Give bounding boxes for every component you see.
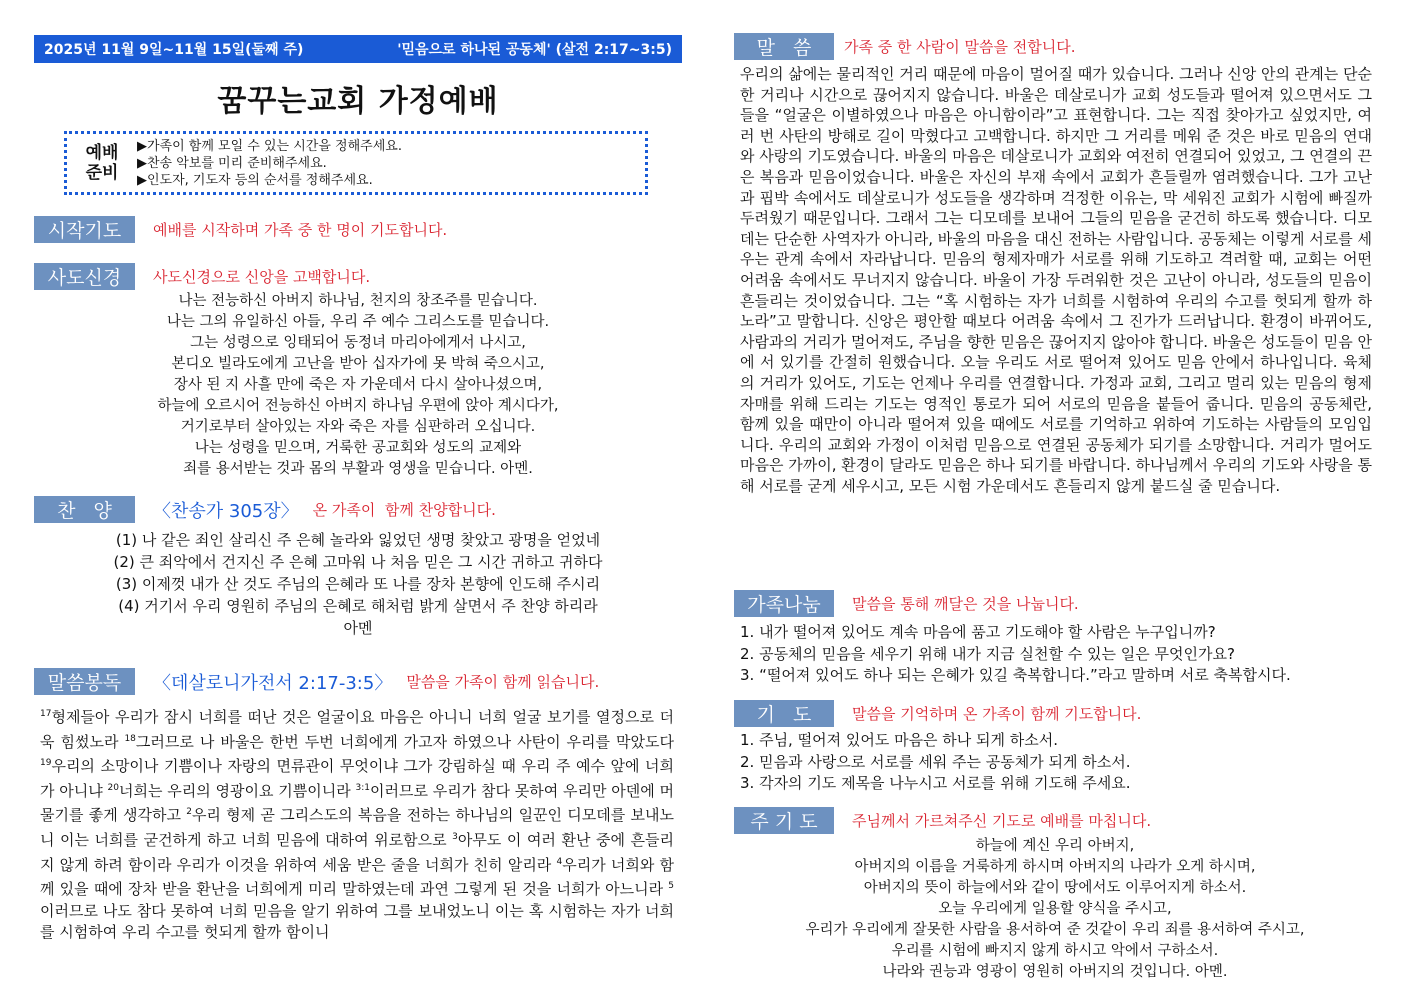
prep-list: [137, 138, 402, 189]
section-sharing: [734, 590, 1079, 617]
section-lords-prayer: [734, 807, 1151, 834]
section-hymn: [34, 496, 496, 523]
section-desc: 예배를 시작하며 가족 중 한 명이 기도합니다.: [153, 221, 448, 239]
section-desc: 말씀을 통해 깨달은 것을 나눕니다.: [852, 595, 1079, 613]
section-desc: 사도신경으로 신앙을 고백합니다.: [153, 268, 371, 286]
section-badge: 사도신경: [34, 263, 135, 290]
page-title: 꿈꾸는교회 가정예배: [217, 84, 499, 119]
prayer-items: [740, 730, 1372, 795]
list-item: 1. 내가 떨어져 있어도 계속 마음에 품고 기도해야 할 사람은 누구입니까?: [740, 623, 1216, 641]
worship-prep-box: [64, 131, 648, 195]
scripture-text: $^{17}$형제들아 우리가 잠시 너희를 떠난 것은 얼굴이요 마음은 아니니 너희 얼굴 보기를 열정으로 더욱 힘썼노라 $^{18}$그러므로 나 바울은 한번 두번 너희에게 가고자 하였으나 사탄이 우리를 막았도다 $^{19}$우리의 소망이나 기쁨이나 자랑의 면류관이 무엇이냐 그가 강림하실 때 우리 주 예수 앞에 너희가 아니냐 $^{20}$너희는 우리의 영광이요 기쁨이니라 $^{3:1}$이러므로 우리가 참다 못하여 우리만 아덴에 머물기를 좋게 생각하고 $^2$우리 형제 곧 그리스도의 복음을 전하는 하나님의 일꾼인 디모데를 보내노니 이는 너희를 굳건하게 하고 너희 믿음에 대하여 위로함으로 $^3$아무도 이 여러 환난 중에 흔들리지 않게 하려 함이라 우리가 이것을 위하여 세움 받은 줄을 너희가 친히 알리라 $^4$우리가 너희와 함께 있을 때에 장차 받을 환난을 너희에게 미리 말하였는데 과연 그렇게 된 것을 너희가 아느니라 $^5$이러므로 나도 참다 못하여 너희 믿음을 알기 위하여 그를 보내었노니 이는 혹 시험하는 자가 너희를 시험하여 우리 수고를 헛되게 할까 함이니: [40, 708, 675, 942]
section-badge: 말씀봉독: [34, 668, 135, 695]
weekly-theme: '믿음으로 하나된 공동체' (살전 2:17~3:5): [397, 42, 672, 58]
section-desc: 온 가족이 함께 찬양합니다.: [312, 501, 496, 519]
reading-reference: 〈데살로니가전서 2:17-3:5〉: [153, 672, 393, 694]
lords-prayer-text: 하늘에 계신 우리 아버지, 아버지의 이름을 거룩하게 하시며 아버지의 나라가 오게 하시며, 아버지의 뜻이 하늘에서와 같이 땅에서도 이루어지게 하소서. 오늘 우리에게 일용할 양식을 주시고, 우리가 우리에게 잘못한 사람을 용서하여 준 것같이 우리 죄를 용서하여 주시고, 우리를 시험에 빠지지 않게 하시고 악에서 구하소서. 나라와 권능과 영광이 영원히 아버지의 것입니다. 아멘.: [805, 838, 1305, 980]
prep-item: ▶인도자, 기도자 등의 순서를 정해주세요.: [137, 172, 373, 188]
hymn-reference: 〈찬송가 305장〉: [153, 500, 299, 522]
list-item: 1. 주님, 떨어져 있어도 마음은 하나 되게 하소서.: [740, 731, 1059, 749]
list-item: 3. “떨어져 있어도 하나 되는 은혜가 있길 축복합니다.”라고 말하며 서로 축복합시다.: [740, 666, 1291, 685]
sermon-text: 우리의 삶에는 물리적인 거리 때문에 마음이 멀어질 때가 있습니다. 그러나 신앙 안의 관계는 단순한 거리나 시간으로 끊어지지 않습니다. 바울은 데살로니가 교회 성도들과 떨어져 있으면서도 그들을 “얼굴은 이별하였으나 마음은 아니함이라”고 표현합니다. 그는 직접 찾아가고 싶었지만, 여러 번 사탄의 방해로 길이 막혔다고 고백합니다. 하지만 그 거리를 메워 준 것은 바로 믿음의 연대와 사랑의 기도였습니다. 바울의 마음은 데살로니가 교회와 여전히 연결되어 있었고, 그 연결의 끈은 복음과 믿음이었습니다. 바울은 자신의 부재 속에서 교회가 흔들릴까 염려했습니다. 그가 고난과 핍박 속에서도 데살로니가 성도들을 생각하며 걱정한 이유는, 막 세워진 교회가 시험에 빠질까 두려웠기 때문입니다. 그래서 그는 디모데를 보내어 그들의 믿음을 굳건히 하도록 했습니다. 디모데는 단순한 사역자가 아니라, 바울의 마음을 대신 전하는 사람입니다. 공동체는 이렇게 서로를 세우는 관계 속에서 자라납니다. 믿음의 형제자매가 서로를 위해 기도하고 격려할 때, 교회는 어떤 어려움 속에서도 무너지지 않습니다. 바울이 가장 두려워한 것은 고난이 아니라, 성도들의 믿음이 흔들리는 것이었습니다. 그는 “혹 시험하는 자가 너희를 시험하여 우리의 수고를 헛되게 할까 하노라”고 말합니다. 신앙은 평안할 때보다 어려움 속에서 그 진가가 드러납니다. 환경이 바뀌어도, 사람과의 거리가 멀어져도, 주님을 향한 믿음은 끊어지지 않아야 합니다. 바울은 성도들이 믿음 안에 서 있기를 간절히 원했습니다. 오늘 우리도 서로 떨어져 있어도 믿음 안에서 하나입니다. 육체의 거리가 있어도, 기도는 언제나 우리를 연결합니다. 가정과 교회, 그리고 멀리 있는 믿음의 형제자매를 위해 드리는 기도는 영적인 통로가 되어 서로의 믿음을 붙들어 줍니다. 믿음의 공동체란, 함께 있을 때만이 아니라 떨어져 있을 때에도 서로를 기억하고 위하여 기도하는 사람들의 모임입니다. 우리의 교회와 가정이 이처럼 믿음으로 연결된 공동체가 되기를 소망합니다. 거리가 멀어도 마음은 가까이, 환경이 달라도 믿음은 하나 되기를 바랍니다. 하나님께서 우리의 기도와 사랑을 통해 서로를 굳게 세우시고, 모든 시험 가운데서도 흔들리지 않게 붙드실 줄 믿습니다.: [740, 65, 1372, 495]
sharing-questions: [740, 622, 1372, 687]
section-creed: [34, 263, 370, 290]
date-bar: [34, 35, 682, 63]
prep-item: ▶가족이 함께 모일 수 있는 시간을 정해주세요.: [137, 138, 402, 154]
section-opening-prayer: [34, 216, 447, 243]
section-desc: 가족 중 한 사람이 말씀을 전합니다.: [844, 38, 1076, 56]
date-range: 2025년 11월 9일~11월 15일(둘째 주): [44, 42, 304, 58]
section-badge: 가족나눔: [734, 590, 834, 617]
section-badge: 찬 양: [34, 496, 135, 523]
section-desc: 말씀을 가족이 함께 읽습니다.: [406, 673, 600, 691]
creed-text: 나는 전능하신 아버지 하나님, 천지의 창조주를 믿습니다. 나는 그의 유일하신 아들, 우리 주 예수 그리스도를 믿습니다. 그는 성령으로 잉태되어 동정녀 마리아에게서 나시고, 본디오 빌라도에게 고난을 받아 십자가에 못 박혀 죽으시고, 장사 된 지 사흘 만에 죽은 자 가운데서 다시 살아나셨으며, 하늘에 오르시어 전능하신 아버지 하나님 우편에 앉아 계시다가, 거기로부터 살아있는 자와 죽은 자를 심판하러 오십니다. 나는 성령을 믿으며, 거룩한 공교회와 성도의 교제와 죄를 용서받는 것과 몸의 부활과 영생을 믿습니다. 아멘.: [157, 293, 559, 477]
list-item: 3. 각자의 기도 제목을 나누시고 서로를 위해 기도해 주세요.: [740, 774, 1131, 793]
section-badge: 주 기 도: [734, 807, 834, 834]
section-desc: 주님께서 가르쳐주신 기도로 예배를 마칩니다.: [852, 812, 1152, 830]
section-badge: 기 도: [734, 700, 834, 727]
section-reading: [34, 668, 599, 695]
section-badge: 시작기도: [34, 216, 135, 243]
section-badge: 말 씀: [734, 33, 834, 60]
section-desc: 말씀을 기억하며 온 가족이 함께 기도합니다.: [852, 705, 1142, 723]
list-item: 2. 믿음과 사랑으로 서로를 세워 주는 공동체가 되게 하소서.: [740, 752, 1131, 771]
prep-item: ▶찬송 악보를 미리 준비해주세요.: [137, 155, 327, 171]
section-prayer: [734, 700, 1141, 727]
list-item: 2. 공동체의 믿음을 세우기 위해 내가 지금 실천할 수 있는 일은 무엇인가요?: [740, 644, 1235, 663]
section-sermon: [734, 33, 1075, 60]
hymn-lyrics: (1) 나 같은 죄인 살리신 주 은혜 놀라와 잃었던 생명 찾았고 광명을 얻었네 (2) 큰 죄악에서 건지신 주 은혜 고마워 나 처음 믿은 그 시간 귀하고 귀하다 (3) 이제껏 내가 산 것도 주님의 은혜라 또 나를 장차 본향에 인도해 주시리 (4) 거기서 우리 영원히 주님의 은혜로 해처럼 밝게 살면서 주 찬양 하리라 아멘: [113, 531, 603, 637]
prep-label: 예배 준비: [85, 143, 119, 183]
